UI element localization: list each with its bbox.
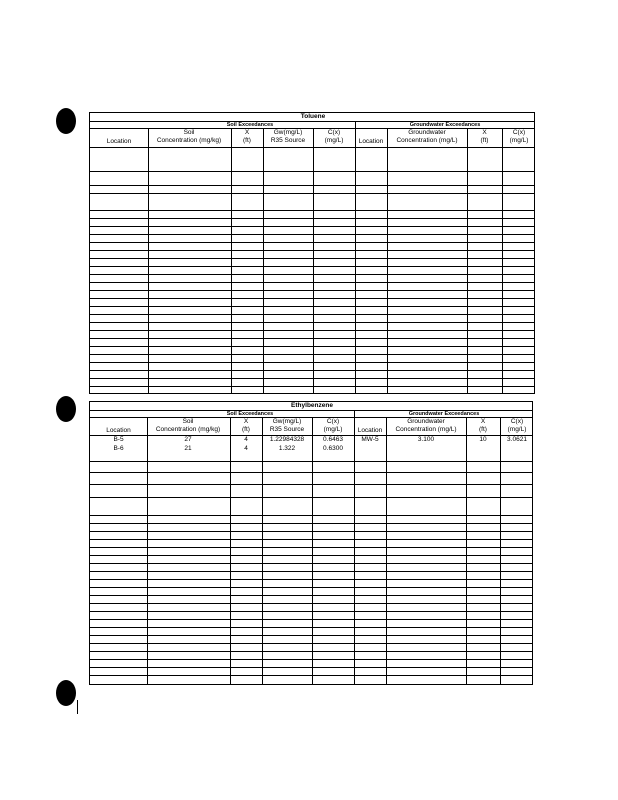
- table-row-b5-conc: 27: [184, 436, 192, 443]
- table-row-mw5-conc: 3.100: [417, 436, 435, 443]
- ethylbenzene-header-gcx: C(x) (mg/L): [507, 418, 527, 433]
- binder-hole-bottom: [56, 680, 76, 706]
- table-row-b5-cx: 0.6463: [323, 436, 343, 443]
- toluene-header-gw-mgl: Gw(mg/L) R35 Source: [270, 129, 306, 144]
- ethylbenzene-gw-section-label: Groundwater Exceedances: [408, 411, 480, 417]
- ethylbenzene-table: [89, 401, 533, 685]
- table-row-b5-gw: 1.22984328: [269, 436, 305, 443]
- binder-hole-top: [56, 108, 76, 134]
- toluene-header-gw-location: Location: [358, 138, 384, 145]
- toluene-header-gcx: C(x) (mg/L): [509, 129, 529, 144]
- table-row-b6-gw: 1.322: [278, 445, 296, 452]
- table-row-mw5-x: 10: [479, 436, 487, 443]
- ethylbenzene-header-soil-conc: Soil Concentration (mg/kg): [155, 418, 221, 433]
- toluene-title: Toluene: [300, 113, 326, 120]
- binder-hole-middle: [56, 396, 76, 422]
- ethylbenzene-header-gw-conc: Groundwater Concentration (mg/L): [395, 418, 457, 433]
- table-row-b6-location: B-6: [113, 445, 124, 452]
- margin-mark: [77, 700, 78, 714]
- table-row-b5-location: B-5: [113, 436, 124, 443]
- toluene-gw-section-label: Groundwater Exceedances: [409, 122, 481, 128]
- ethylbenzene-header-gw-location: Location: [357, 427, 383, 434]
- toluene-header-gw-conc: Groundwater Concentration (mg/L): [396, 129, 458, 144]
- toluene-header-location: Location: [106, 138, 132, 145]
- table-row-b5-x: 4: [244, 436, 248, 443]
- toluene-soil-section-label: Soil Exceedances: [226, 122, 274, 128]
- table-row-b6-cx: 0.6300: [323, 445, 343, 452]
- table-row-mw5-location: MW-5: [361, 436, 379, 443]
- ethylbenzene-header-cx: C(x) (mg/L): [323, 418, 343, 433]
- table-row-mw5-cx: 3.0621: [507, 436, 527, 443]
- table-row-b6-x: 4: [244, 445, 248, 452]
- ethylbenzene-header-x: X (ft): [242, 418, 250, 433]
- ethylbenzene-title: Ethylbenzene: [291, 402, 333, 409]
- ethylbenzene-header-gw-mgl: Gw(mg/L) R35 Source: [269, 418, 305, 433]
- ethylbenzene-header-gx: X (ft): [479, 418, 487, 433]
- toluene-header-gx: X (ft): [480, 129, 489, 144]
- toluene-table: [89, 112, 535, 394]
- ethylbenzene-soil-section-label: Soil Exceedances: [226, 411, 274, 417]
- toluene-header-cx: C(x) (mg/L): [324, 129, 344, 144]
- toluene-header-soil-conc: Soil Concentration (mg/kg): [156, 129, 222, 144]
- table-row-b6-conc: 21: [184, 445, 192, 452]
- ethylbenzene-header-location: Location: [106, 427, 131, 434]
- toluene-header-x: X (ft): [243, 129, 251, 144]
